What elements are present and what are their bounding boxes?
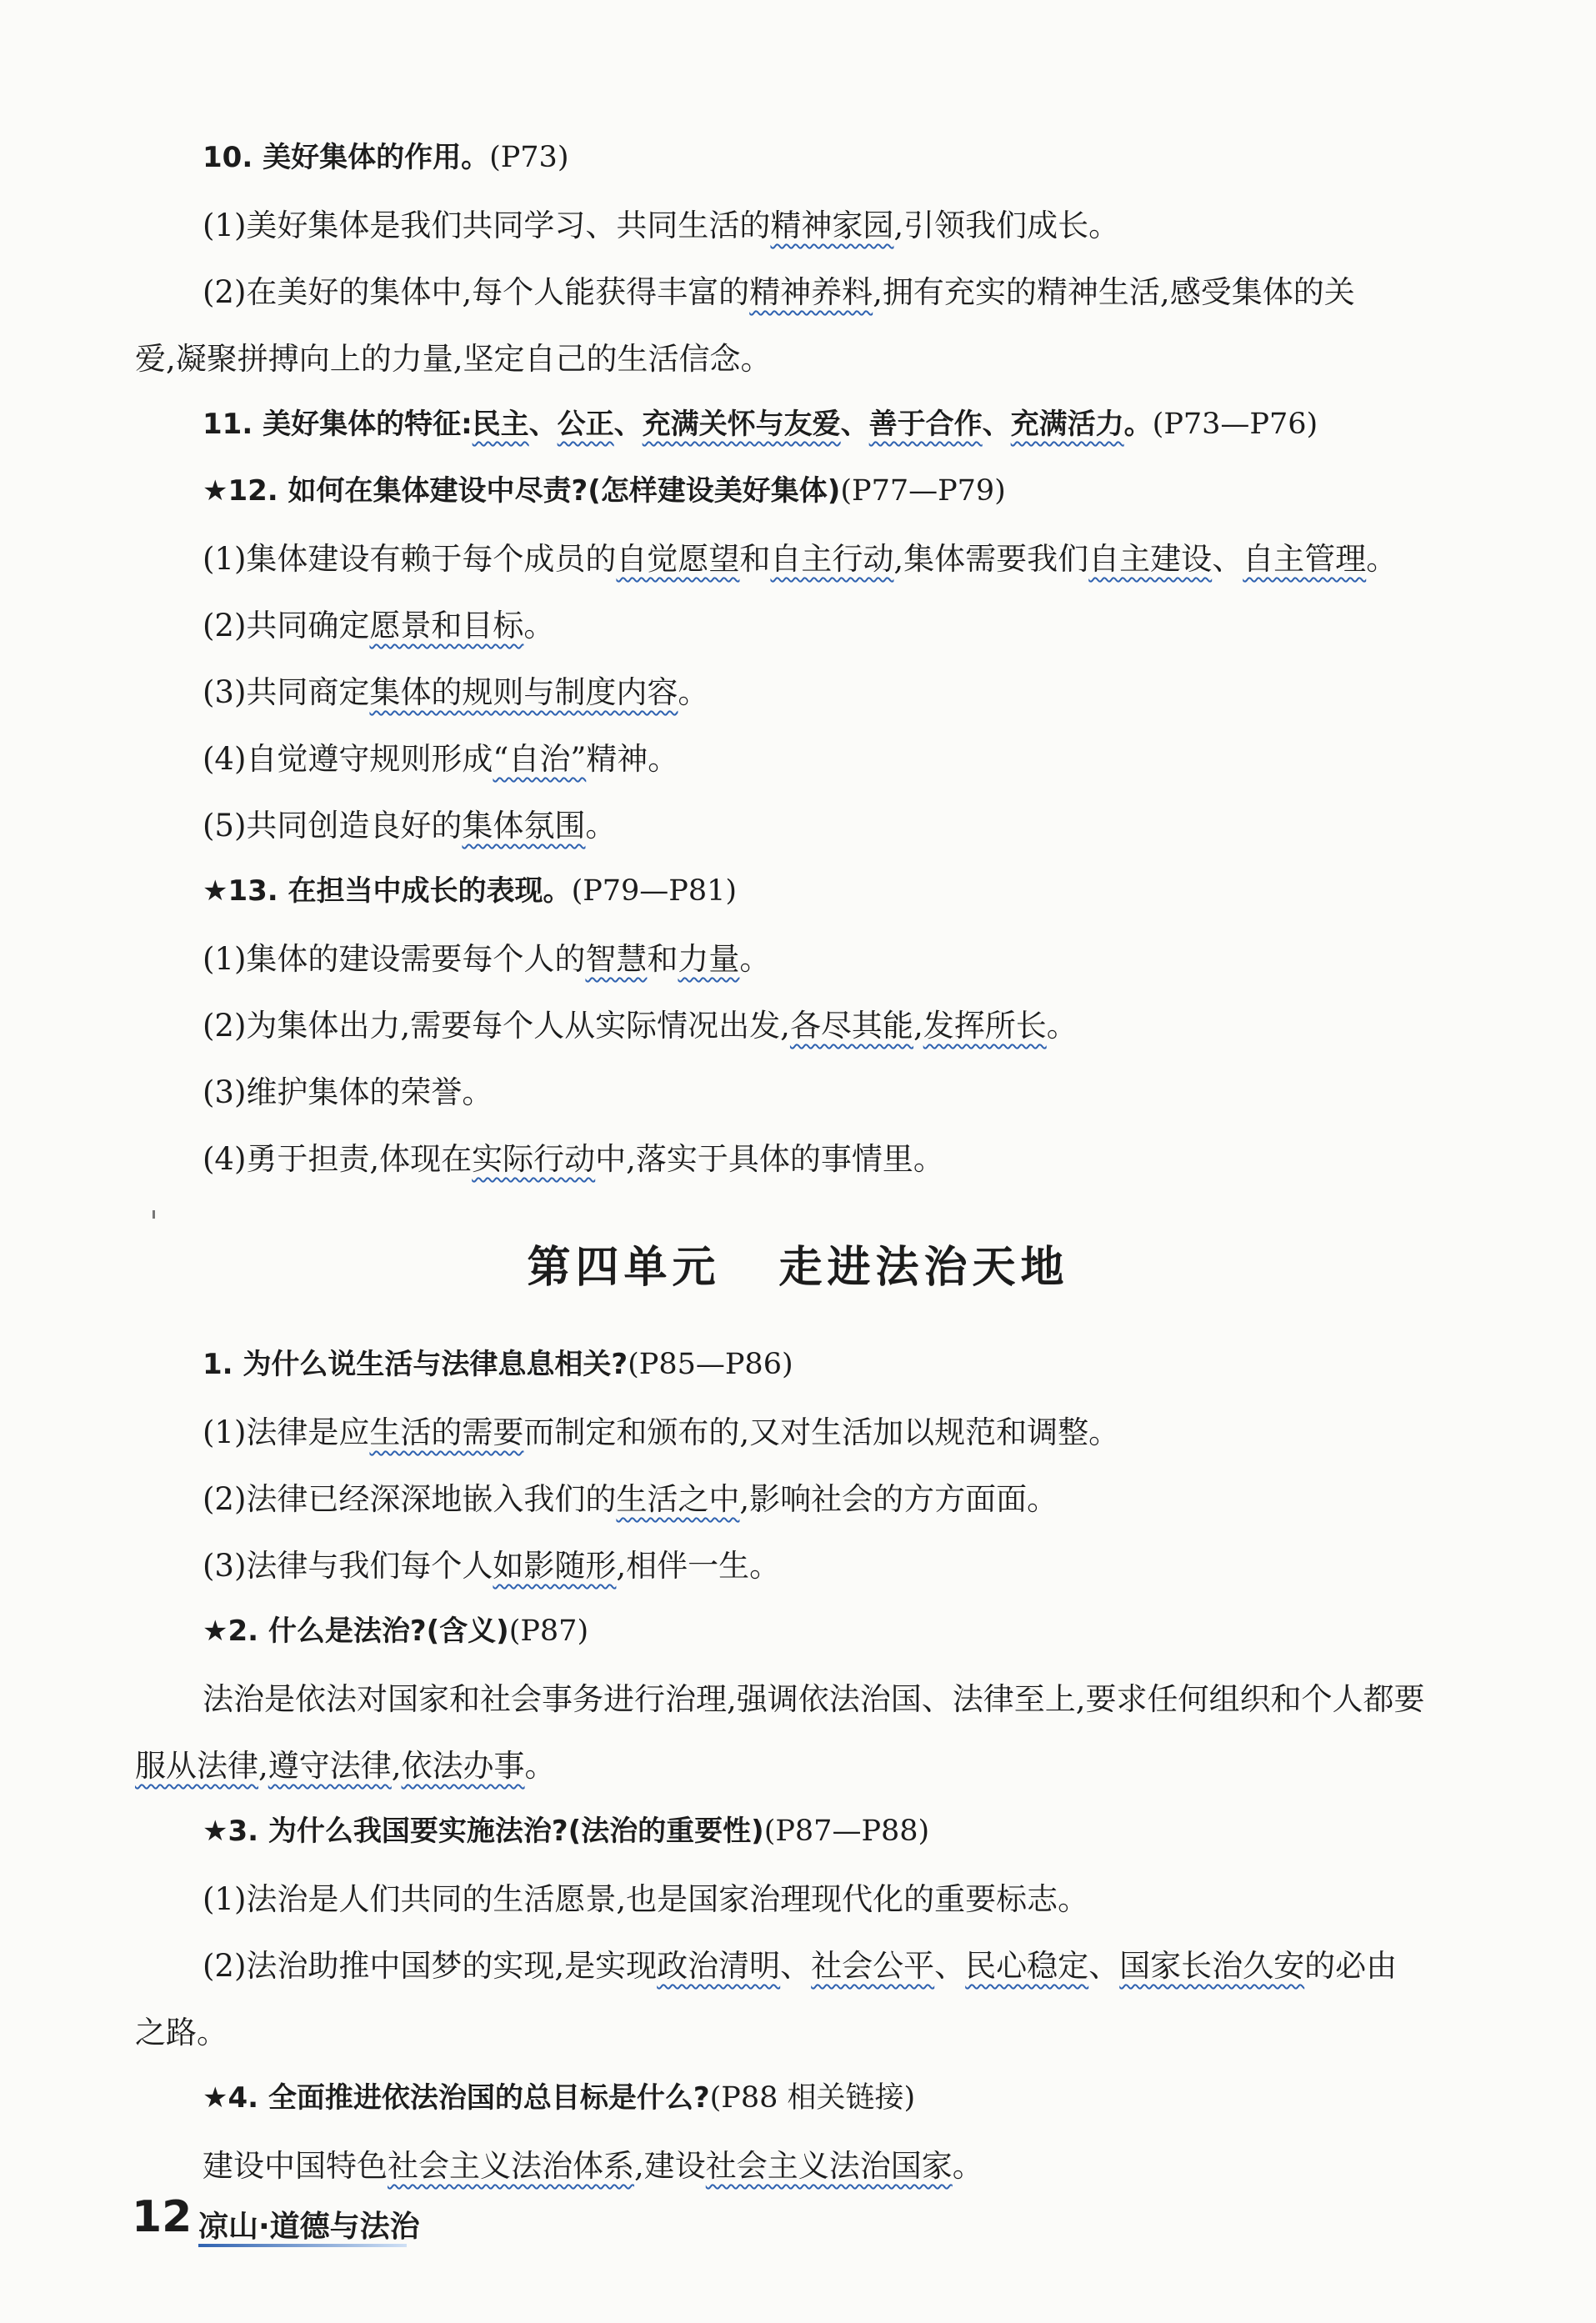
text-segment: 建设中国特色: [203, 2148, 388, 2184]
text-segment: 1. 为什么说生活与法律息息相关?: [203, 1348, 628, 1381]
key-term: 如影随形: [493, 1548, 617, 1584]
unit-heading-title: 走进法治天地: [778, 1243, 1069, 1293]
key-term: 自主行动: [770, 541, 894, 577]
section-heading: [203, 143, 568, 173]
unit-heading: [0, 1232, 1596, 1294]
text-segment: 。: [523, 608, 555, 643]
section-heading: [203, 2081, 916, 2115]
body-line: [203, 674, 709, 710]
key-term: 民心稳定: [965, 1948, 1089, 1984]
text-segment: 10. 美好集体的作用。: [203, 141, 490, 174]
book-title: 凉山·道德与法治: [198, 2210, 420, 2244]
text-segment: (1)美好集体是我们共同学习、共同生活的: [203, 208, 771, 243]
text-segment: (3)共同商定: [203, 674, 370, 710]
body-line: [135, 1748, 556, 1784]
footer-underline: [198, 2244, 407, 2247]
text-segment: 中,落实于具体的事情里。: [595, 1141, 944, 1177]
key-term: 社会主义法治体系: [388, 2148, 634, 2184]
text-segment: (2)法律已经深深地嵌入我们的: [203, 1481, 617, 1517]
text-segment: ★12. 如何在集体建设中尽责?(怎样建设美好集体): [203, 474, 841, 508]
text-segment: 、: [613, 408, 643, 441]
text-segment: (3)维护集体的荣誉。: [203, 1074, 493, 1110]
text-segment: 和: [739, 541, 771, 577]
body-line: [203, 941, 771, 977]
body-line: [203, 741, 679, 777]
key-term: 集体的规则与制度内容: [369, 674, 678, 710]
page-reference: (P79—P81): [571, 874, 738, 908]
key-term: 生活之中: [616, 1481, 740, 1517]
text-segment: ,拥有充实的精神生活,感受集体的关: [873, 274, 1355, 310]
text-segment: (3)法律与我们每个人: [203, 1548, 493, 1584]
text-segment: 、: [982, 408, 1011, 441]
text-segment: ,建设: [634, 2148, 706, 2184]
key-term: 愿景和目标: [369, 608, 524, 643]
body-line: [203, 2148, 983, 2184]
key-term: 智慧: [585, 941, 648, 977]
text-segment: ,: [913, 1008, 923, 1044]
key-term: 国家长治久安: [1119, 1948, 1305, 1984]
key-term: 生活的需要: [369, 1414, 524, 1450]
text-segment: 。: [1046, 1008, 1078, 1044]
scan-mark: [153, 1210, 155, 1219]
section-heading: [203, 410, 1318, 439]
page-reference: (P73—P76): [1152, 408, 1318, 441]
text-segment: (2)为集体出力,需要每个人从实际情况出发,: [203, 1008, 790, 1044]
section-heading: [203, 1617, 588, 1646]
text-segment: (2)在美好的集体中,每个人能获得丰富的: [203, 274, 750, 310]
key-term: 公正: [557, 408, 614, 441]
section-heading: [203, 474, 1006, 508]
body-line: [203, 1008, 1078, 1044]
text-segment: 、: [528, 408, 558, 441]
text-segment: ★2. 什么是法治?(含义): [203, 1615, 509, 1648]
text-segment: 法治是依法对国家和社会事务进行治理,强调依法治国、法律至上,要求任何组织和个人都要: [203, 1681, 1425, 1717]
key-term: 实际行动: [472, 1141, 596, 1177]
text-segment: (5)共同创造良好的: [203, 808, 463, 844]
body-line: [203, 1681, 1425, 1717]
section-heading: [203, 874, 738, 908]
key-term: “自治”: [493, 741, 587, 777]
body-line: [203, 274, 1355, 310]
text-segment: 。: [739, 941, 771, 977]
text-segment: ★3. 为什么我国要实施法治?(法治的重要性): [203, 1815, 764, 1848]
text-segment: ,引领我们成长。: [893, 208, 1120, 243]
text-segment: 、: [840, 408, 869, 441]
body-line: [135, 341, 772, 377]
key-term: 自觉愿望: [616, 541, 740, 577]
text-segment: 。: [952, 2148, 983, 2184]
body-line: [203, 541, 1398, 577]
text-segment: 。: [524, 1748, 556, 1784]
text-segment: 。: [678, 674, 709, 710]
text-segment: 、: [934, 1948, 966, 1984]
key-term: 各尽其能: [789, 1008, 913, 1044]
text-segment: (1)集体的建设需要每个人的: [203, 941, 586, 977]
key-term: 发挥所长: [923, 1008, 1047, 1044]
key-term: 社会主义法治国家: [705, 2148, 953, 2184]
body-line: [203, 1948, 1398, 1984]
text-segment: (4)勇于担责,体现在: [203, 1141, 473, 1177]
section-heading: [203, 1350, 793, 1379]
unit-heading-number: 第四单元: [527, 1243, 721, 1293]
text-segment: 之路。: [135, 2015, 228, 2050]
text-segment: 。: [585, 808, 617, 844]
text-segment: 的必由: [1304, 1948, 1398, 1984]
text-segment: ,: [258, 1748, 268, 1784]
text-segment: (4)自觉遵守规则形成: [203, 741, 493, 777]
body-line: [203, 1481, 1058, 1517]
text-segment: 、: [1212, 541, 1243, 577]
key-term: 遵守法律: [268, 1748, 392, 1784]
key-term: 自主管理: [1243, 541, 1367, 577]
body-line: [203, 1141, 944, 1177]
key-term: 依法办事: [401, 1748, 525, 1784]
key-term: 善于合作: [868, 408, 983, 441]
key-term: 精神养料: [749, 274, 873, 310]
key-term: 民主: [472, 408, 529, 441]
text-segment: (1)法律是应: [203, 1414, 370, 1450]
text-segment: (1)法治是人们共同的生活愿景,也是国家治理现代化的重要标志。: [203, 1881, 1089, 1917]
text-segment: ,相伴一生。: [616, 1548, 781, 1584]
text-segment: 、: [1088, 1948, 1120, 1984]
key-term: 力量: [678, 941, 740, 977]
text-segment: 和: [647, 941, 678, 977]
text-segment: ,集体需要我们: [893, 541, 1089, 577]
text-segment: ★4. 全面推进依法治国的总目标是什么?: [203, 2081, 710, 2115]
page-reference: (P73): [489, 141, 569, 174]
body-line: [203, 610, 554, 641]
text-segment: 、: [780, 1948, 812, 1984]
key-term: 自主建设: [1088, 541, 1213, 577]
text-segment: (1)集体建设有赖于每个成员的: [203, 541, 617, 577]
body-line: [203, 1074, 493, 1110]
key-term: 充满活力: [1010, 408, 1124, 441]
page-reference: (P85—P86): [628, 1348, 793, 1381]
key-term: 精神家园: [770, 208, 894, 243]
text-segment: (2)法治助推中国梦的实现,是实现: [203, 1948, 658, 1984]
key-term: 服从法律: [135, 1748, 258, 1784]
text-segment: 精神。: [586, 741, 679, 777]
body-line: [203, 1414, 1120, 1450]
body-line: [203, 1548, 781, 1584]
section-heading: [203, 1817, 929, 1846]
text-segment: ,: [391, 1748, 402, 1784]
text-segment: 11. 美好集体的特征:: [203, 408, 473, 441]
key-term: 社会公平: [811, 1948, 935, 1984]
text-segment: (2)共同确定: [203, 608, 370, 643]
text-segment: 。: [1366, 541, 1398, 577]
page-reference: (P77—P79): [840, 474, 1006, 508]
text-segment: ,影响社会的方方面面。: [739, 1481, 1058, 1517]
key-term: 政治清明: [657, 1948, 781, 1984]
page-reference: (P87—P88): [763, 1815, 930, 1848]
text-segment: 。: [1123, 408, 1153, 441]
page-number: 12: [132, 2192, 193, 2242]
page-reference: (P88 相关链接): [709, 2081, 916, 2115]
body-line: [135, 2017, 228, 2048]
text-segment: 爱,凝聚拼搏向上的力量,坚定自己的生活信念。: [135, 341, 772, 377]
key-term: 充满关怀与友爱: [642, 408, 841, 441]
key-term: 集体氛围: [462, 808, 586, 844]
text-segment: ★13. 在担当中成长的表现。: [203, 874, 572, 908]
body-line: [203, 210, 1119, 241]
body-line: [203, 808, 617, 844]
body-line: [203, 1881, 1089, 1917]
page-reference: (P87): [508, 1615, 589, 1648]
text-segment: 而制定和颁布的,又对生活加以规范和调整。: [523, 1414, 1120, 1450]
